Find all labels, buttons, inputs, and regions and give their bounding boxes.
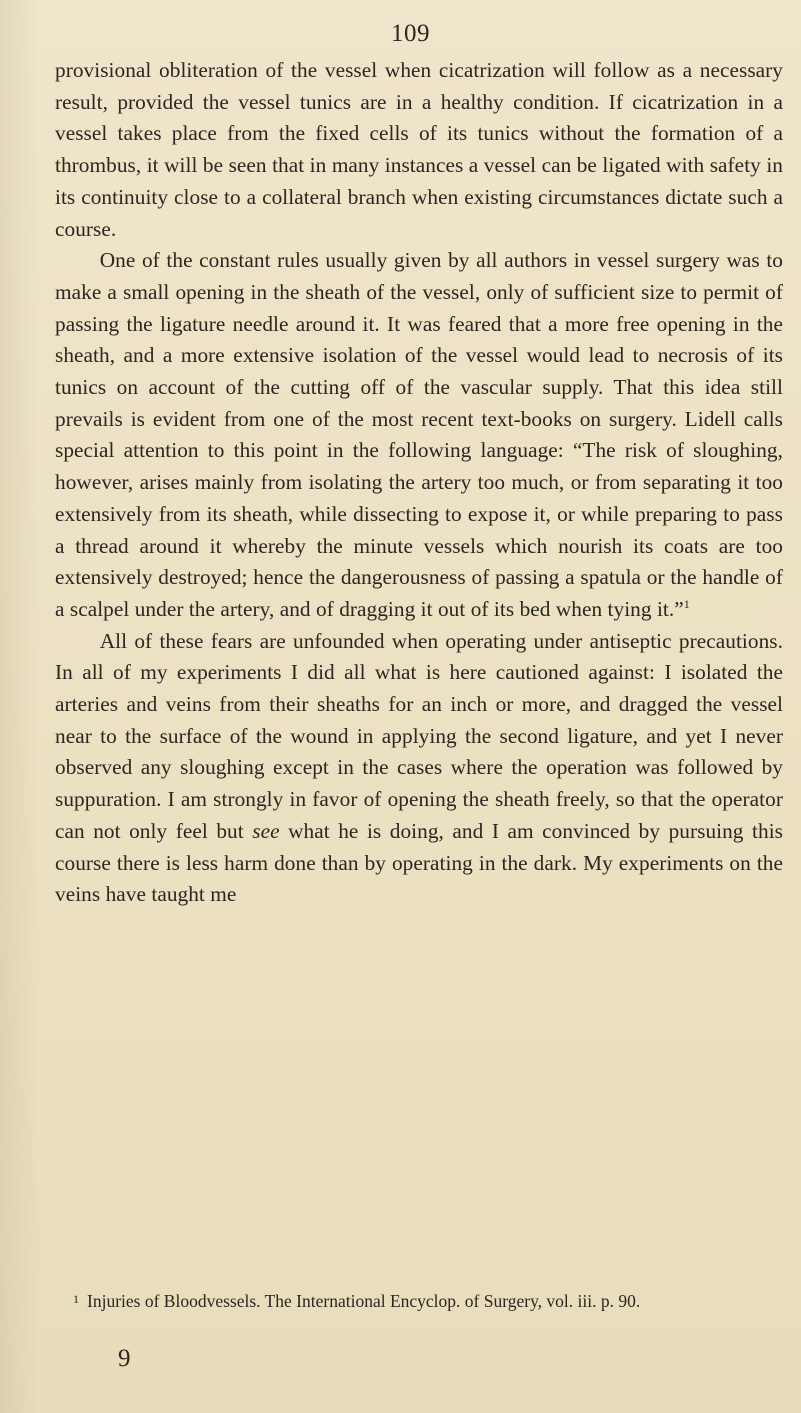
footnote <box>55 1286 783 1314</box>
paragraph-text-start: All of these fears are unfounded when operating under antiseptic precautions. In all of my experiments I did all what is here cautioned against: I isolated the arteries and veins from their sheaths for an inch or more, and dragged the vessel near to the surface of the wound in applying the second ligature, and yet I never observed any sloughing except in the cases where the operation was followed by suppuration. I am strongly in favor of opening the sheath freely, so that the operator can not only feel but <box>55 628 783 843</box>
footnote-mark: 1 <box>73 1292 79 1306</box>
paragraph-text: One of the constant rules usually given by all authors in vessel surgery was to make a small opening in the sheath of the vessel, only of sufficient size to permit of passing the ligature needle around it. It was feared that a more free opening in the sheath, and a more extensive isolation of the vessel would lead to necrosis of its tunics on account of the cutting off of the vascular supply. That this idea still prevails is evident from one of the most recent text-books on surgery. Lidell calls special attention to this point in the following language: “The risk of sloughing, however, arises mainly from isolating the artery too much, or from separating it too extensively from its sheath, while dissecting to expose it, or while preparing to pass a thread around it whereby the minute vessels which nourish its coats are too extensively destroyed; hence the dangerousness of passing a spatula or the handle of a scalpel under the artery, and of dragging it out of its bed when tying it.” <box>55 248 783 621</box>
paragraph-vessel-sheath-rules <box>55 245 783 625</box>
paragraph-continuation: provisional obliteration of the vessel when cicatrization will follow as a necessary result, provided the vessel tunics are in a healthy condition. If cicatrization in a vessel takes place from the fixed cells of its tunics without the formation of a thrombus, it will be seen that in many instances a vessel can be ligated with safety in its continuity close to a collateral branch when existing circumstances dictate such a course. <box>55 58 783 241</box>
paragraph-text-end: what he is doing, and I am convinced by pursuing this course there is less harm done than by operating in the dark. My experiments on the veins have taught me <box>55 818 783 907</box>
emphasized-word: see <box>252 818 280 843</box>
paragraph-antiseptic-precautions <box>55 626 783 911</box>
footnote-text: Injuries of Bloodvessels. The International Encyclop. of Surgery, vol. iii. p. 90. <box>87 1291 641 1311</box>
signature-mark: 9 <box>118 1345 131 1372</box>
body-text <box>55 55 783 911</box>
footnote-reference: 1 <box>683 596 690 611</box>
page-number: 109 <box>391 20 430 47</box>
